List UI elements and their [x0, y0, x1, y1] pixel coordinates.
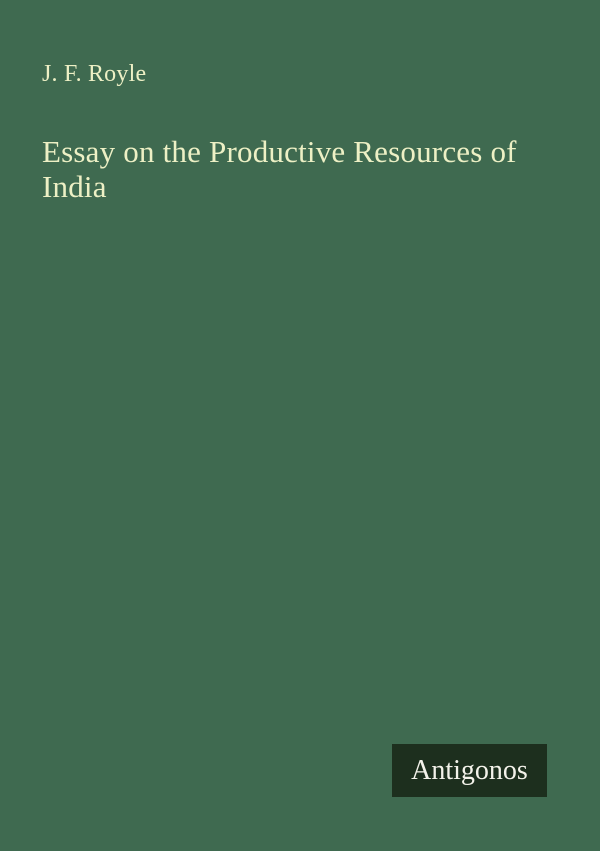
publisher-badge: [392, 744, 547, 797]
author-name: J. F. Royle: [42, 61, 147, 87]
publisher-name: Antigonos: [411, 754, 528, 786]
book-title: Essay on the Productive Resources of India: [42, 134, 517, 204]
